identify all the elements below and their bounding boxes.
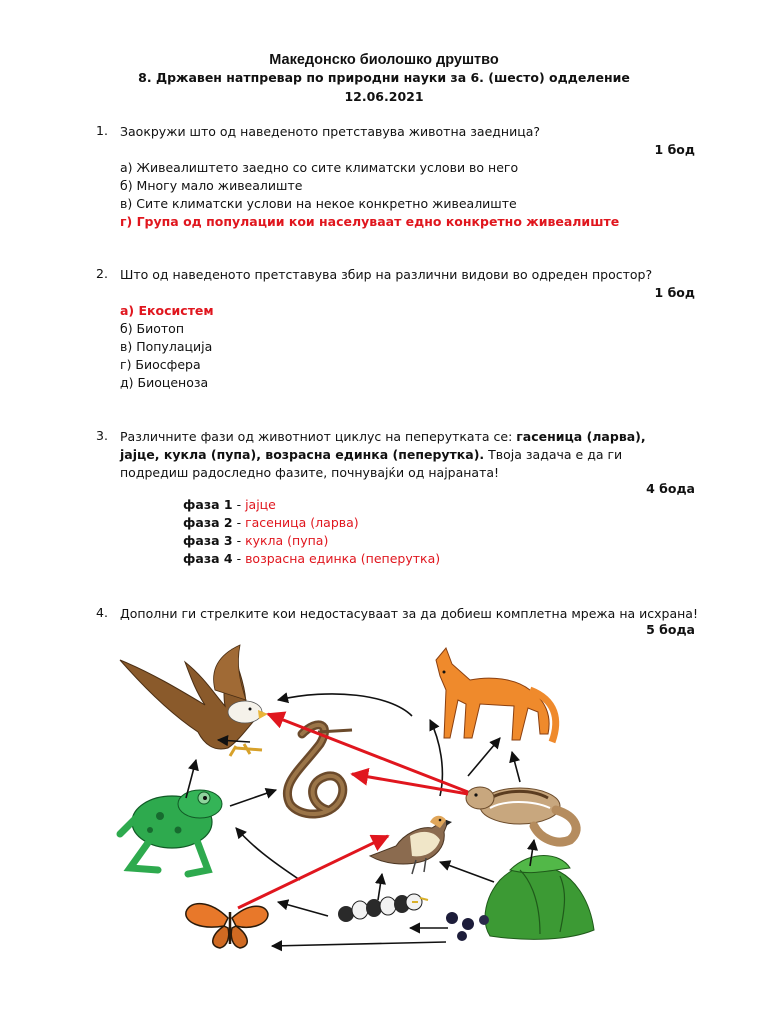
answer-option: г) Биосфера [120, 357, 201, 372]
food-web-diagram [110, 636, 600, 960]
phase-separator: - [232, 497, 246, 512]
phase-row [183, 533, 328, 548]
answer-option: в) Популација [120, 339, 213, 354]
question-points: 1 бод [654, 142, 695, 157]
phase-answer: кукла (пупа) [245, 533, 329, 548]
question-number: 1. [96, 123, 108, 138]
question-number: 4. [96, 605, 108, 620]
phase-label: фаза 2 [183, 515, 233, 530]
caterpillar-icon [338, 894, 428, 922]
question-text-part-bold: гасеница (ларва), јајце, кукла (пупа), возрасна единка (пеперутка). [120, 429, 646, 462]
question-number: 2. [96, 266, 108, 281]
phase-separator: - [232, 551, 246, 566]
phase-row [183, 515, 359, 530]
phase-label: фаза 4 [183, 551, 233, 566]
answer-option: б) Биотоп [120, 321, 185, 336]
answer-option: б) Многу мало живеалиште [120, 178, 303, 193]
answer-option: в) Сите климатски услови на некое конкретно живеалиште [120, 196, 517, 211]
question-text: Заокружи што од наведеното претставува животна заедница? [120, 124, 540, 139]
question-points: 4 бода [646, 481, 695, 496]
correct-answer-option: г) Група од популации кои населуваат едно конкретно живеалиште [120, 214, 620, 229]
snake-icon [287, 725, 352, 814]
event-date: 12.06.2021 [344, 89, 424, 104]
bird-icon [370, 816, 452, 874]
question-points: 1 бод [654, 285, 695, 300]
phase-answer: јајце [245, 497, 276, 512]
answer-option: а) Живеалиштето заедно со сите климатски услови во него [120, 160, 519, 175]
question-text: Што од наведеното претставува збир на различни видови во одреден простор? [120, 267, 653, 282]
org-title: Македонско биолошко друштво [269, 52, 499, 68]
question-text-part: Различните фази од животниот циклус на пеперутката се: [120, 429, 517, 444]
phase-answer: гасеница (ларва) [245, 515, 359, 530]
plant-icon [446, 856, 594, 942]
phase-separator: - [232, 533, 246, 548]
question-points: 5 бода [646, 622, 695, 637]
question-text: Дополни ги стрелките кои недостасуваат за да добиеш комплетна мрежа на исхрана! [120, 606, 698, 621]
question-text-part: Твоја задача е да ги подредиш радоследно фазите, почнувајќи од најраната! [120, 447, 623, 480]
question-number: 3. [96, 428, 108, 443]
phase-separator: - [232, 515, 246, 530]
butterfly-icon [186, 904, 268, 948]
question-text [120, 428, 675, 482]
eagle-icon [120, 645, 268, 756]
frog-icon [120, 790, 222, 874]
phase-row [183, 551, 440, 566]
chipmunk-icon [466, 787, 576, 842]
fox-icon [436, 648, 556, 742]
phase-row [183, 497, 276, 512]
phase-answer: возрасна единка (пеперутка) [245, 551, 441, 566]
correct-answer-option: а) Екосистем [120, 303, 214, 318]
answer-arrows [238, 714, 468, 908]
event-title: 8. Државен натпревар по природни науки за 6. (шесто) одделение [138, 70, 630, 85]
phase-label: фаза 1 [183, 497, 233, 512]
phase-label: фаза 3 [183, 533, 233, 548]
answer-option: д) Биоценоза [120, 375, 209, 390]
